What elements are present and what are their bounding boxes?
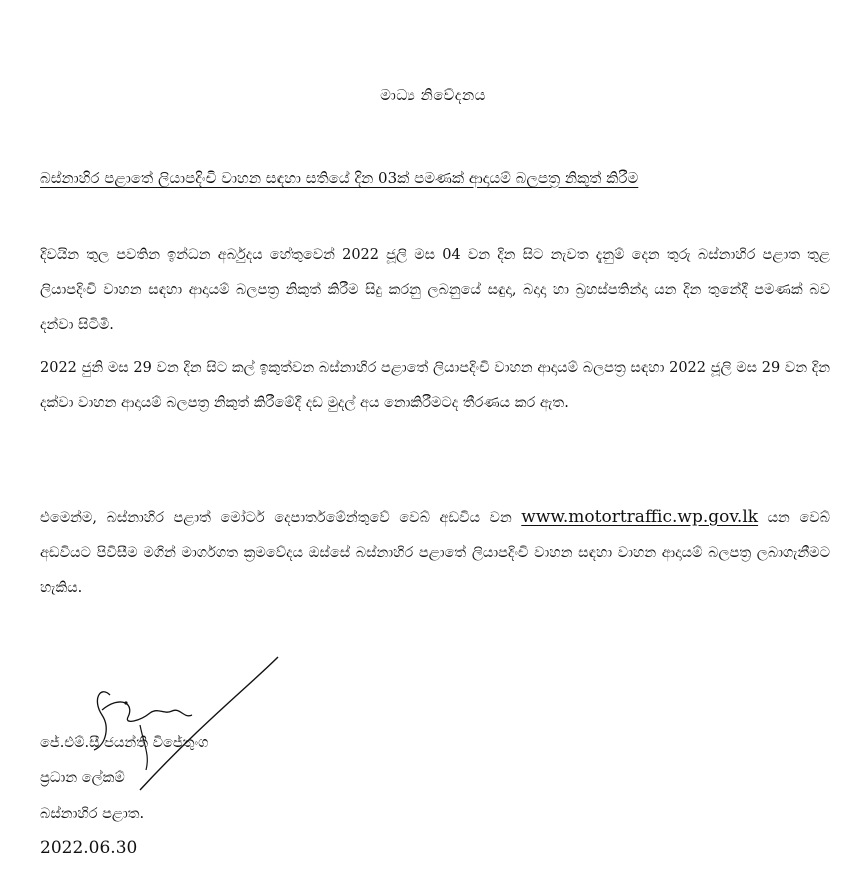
signatory-title: ප්‍රධාන ලේකම්	[40, 770, 125, 786]
paragraph-3-rest: යන වෙබ් අඩවියට පිවිසීම මගින් මාර්ගගත ක්‍රමවේදය ඔස්සේ බස්නාහිර පළාතේ ලියාපදිංචි වාහන සඳහා වාහන ආදායම් බලපත්‍ර ලබාගැනීමට හැකිය.	[40, 510, 830, 596]
paragraph-3-intro: එමෙන්ම, බස්නාහිර පළාත් මෝටර් දෙපාර්තමේන්තුවේ වෙබ් අඩවිය වන	[40, 510, 522, 526]
document-heading: බස්නාහිර පළාතේ ලියාපදිංචි වාහන සඳහා සතියේ දින 03ක් පමණක් ආදායම් බලපත්‍ර නිකුත් කිරීම	[40, 169, 639, 187]
document-date: 2022.06.30	[40, 838, 138, 858]
signatory-name: ජේ.එම්.සී ජයන්ති විජේතුංග	[40, 735, 209, 751]
paragraph-3	[40, 500, 830, 606]
paragraph-2: 2022 ජුනි මස 29 වන දින සිට කල් ඉකුත්වන බස්නාහිර පළාතේ ලියාපදිංචි වාහන ආදායම් බලපත්‍ර සඳහා 2022 ජූලි මස 29 වන දින දක්වා වාහන ආදායම් බලපත්‍ර නිකුත් කිරීමේදී දඩ මුදල් අය නොකිරීමටද තීරණය කර ඇත.	[40, 360, 830, 411]
paragraph-1: දිවයින තුල පවතින ඉන්ධන අර්බුදය හේතුවෙන් 2022 ජූලි මස 04 වන දින සිට නැවත දැනුම් දෙන තුරු බස්නාහිර පළාත තුළ ලියාපදිංචි වාහන සඳහා ආදායම් බලපත්‍ර නිකුත් කිරීම සිදු කරනු ලබනුයේ සඳුදා, බදාදා හා බ්‍රහස්පතින්දා යන දින තුනේදී පමණක් බව දන්වා සිටිමි.	[40, 247, 830, 333]
document-title: මාධ්‍ය නිවේදනය	[380, 86, 486, 104]
website-link[interactable]: www.motortraffic.wp.gov.lk	[521, 507, 759, 527]
signatory-organization: බස්නාහිර පළාත.	[40, 806, 145, 822]
